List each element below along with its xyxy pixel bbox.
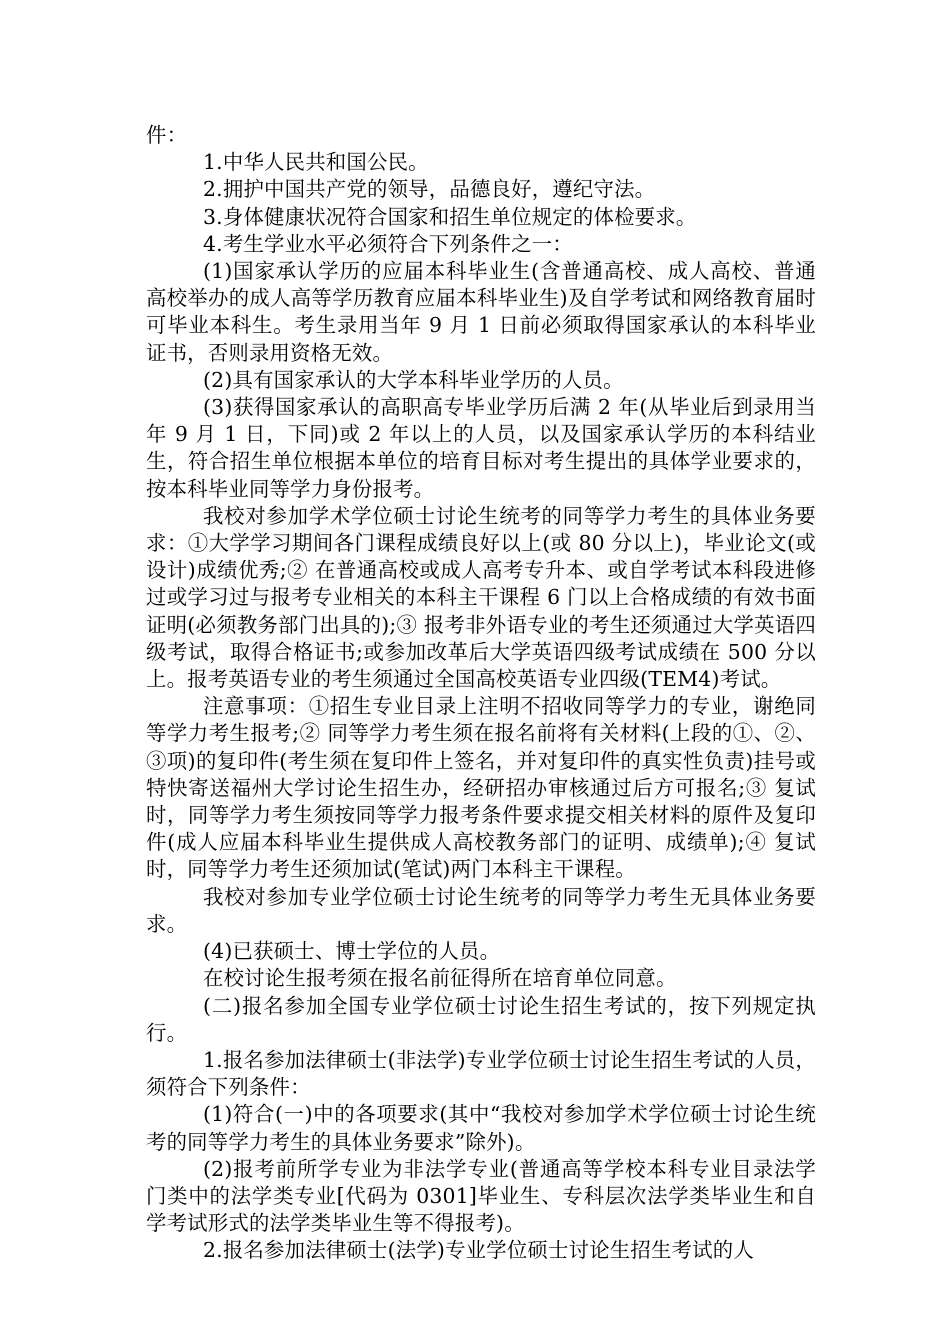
paragraph-professional-requirements: 我校对参加专业学位硕士讨论生统考的同等学力考生无具体业务要求。: [146, 884, 816, 936]
paragraph-current-students: 在校讨论生报考须在报名前征得所在培育单位同意。: [203, 966, 677, 991]
paragraph-law-nonlaw-1: (1)符合(一)中的各项要求(其中“我校对参加学术学位硕士讨论生统考的同等学力考生的具体业务要求”除外)。: [146, 1102, 816, 1154]
paragraph-item-1: 1.中华人民共和国公民。: [203, 150, 429, 175]
paragraph-sub-3: (3)获得国家承认的高职高专毕业学历后满 2 年(从毕业后到录用当年 9 月 1 日，下同)或 2 年以上的人员，以及国家承认学历的本科结业生，符合招生单位根据本单位的培育目标对考生提出的具体学业要求的，按本科毕业同等学力身份报考。: [146, 395, 816, 501]
paragraph-continuation: 件：: [146, 123, 188, 147]
document-page: [146, 122, 816, 1265]
paragraph-law-nonlaw-2: (2)报考前所学专业为非法学专业(普通高等学校本科专业目录法学门类中的法学类专业[代码为 0301]毕业生、专科层次法学类毕业生和自学考试形式的法学类毕业生等不得报考)。: [146, 1156, 816, 1236]
paragraph-section-2: (二)报名参加全国专业学位硕士讨论生招生考试的，按下列规定执行。: [146, 993, 816, 1045]
paragraph-law-nonlaw: 1.报名参加法律硕士(非法学)专业学位硕士讨论生招生考试的人员，须符合下列条件：: [146, 1047, 816, 1100]
paragraph-sub-1: (1)国家承认学历的应届本科毕业生(含普通高校、成人高校、普通高校举办的成人高等学历教育应届本科毕业生)及自学考试和网络教育届时可毕业本科生。考生录用当年 9 月 1 日前必须取得国家承认的本科毕业证书，否则录用资格无效。: [146, 259, 816, 365]
paragraph-item-4: 4.考生学业水平必须符合下列条件之一：: [203, 231, 573, 256]
paragraph-notes: 注意事项：①招生专业目录上注明不招收同等学力的专业，谢绝同等学力考生报考;② 同等学力考生须在报名前将有关材料(上段的①、②、③项)的复印件(考生须在复印件上签名，并对复印件的真实性负责)挂号或特快寄送福州大学讨论生招生办，经研招办审核通过后方可报名;③ 复试时，同等学力考生须按同等学力报考条件要求提交相关材料的原件及复印件(成人应届本科毕业生提供成人高校教务部门的证明、成绩单);④ 复试时，同等学力考生还须加试(笔试)两门本科主干课程。: [146, 694, 816, 882]
paragraph-item-3: 3.身体健康状况符合国家和招生单位规定的体检要求。: [203, 204, 697, 229]
paragraph-academic-requirements: 我校对参加学术学位硕士讨论生统考的同等学力考生的具体业务要求：①大学学习期间各门课程成绩良好以上(或 80 分以上)，毕业论文(或设计)成绩优秀;② 在普通高校或成人高考专升本、或自学考试本科段进修过或学习过与报考专业相关的本科主干课程 6 门以上合格成绩的有效书面证明(必须教务部门出具的);③ 报考非外语专业的考生还须通过大学英语四级考试，取得合格证书;或参加改革后大学英语四级考试成绩在 500 分以上。报考英语专业的考生须通过全国高校英语专业四级(TEM4)考试。: [146, 503, 816, 692]
paragraph-sub-2: (2)具有国家承认的大学本科毕业学历的人员。: [203, 367, 624, 392]
paragraph-item-2: 2.拥护中国共产党的领导，品德良好，遵纪守法。: [203, 177, 656, 202]
paragraph-sub-4: (4)已获硕士、博士学位的人员。: [203, 939, 501, 964]
paragraph-law-law: 2.报名参加法律硕士(法学)专业学位硕士讨论生招生考试的人: [203, 1238, 754, 1263]
